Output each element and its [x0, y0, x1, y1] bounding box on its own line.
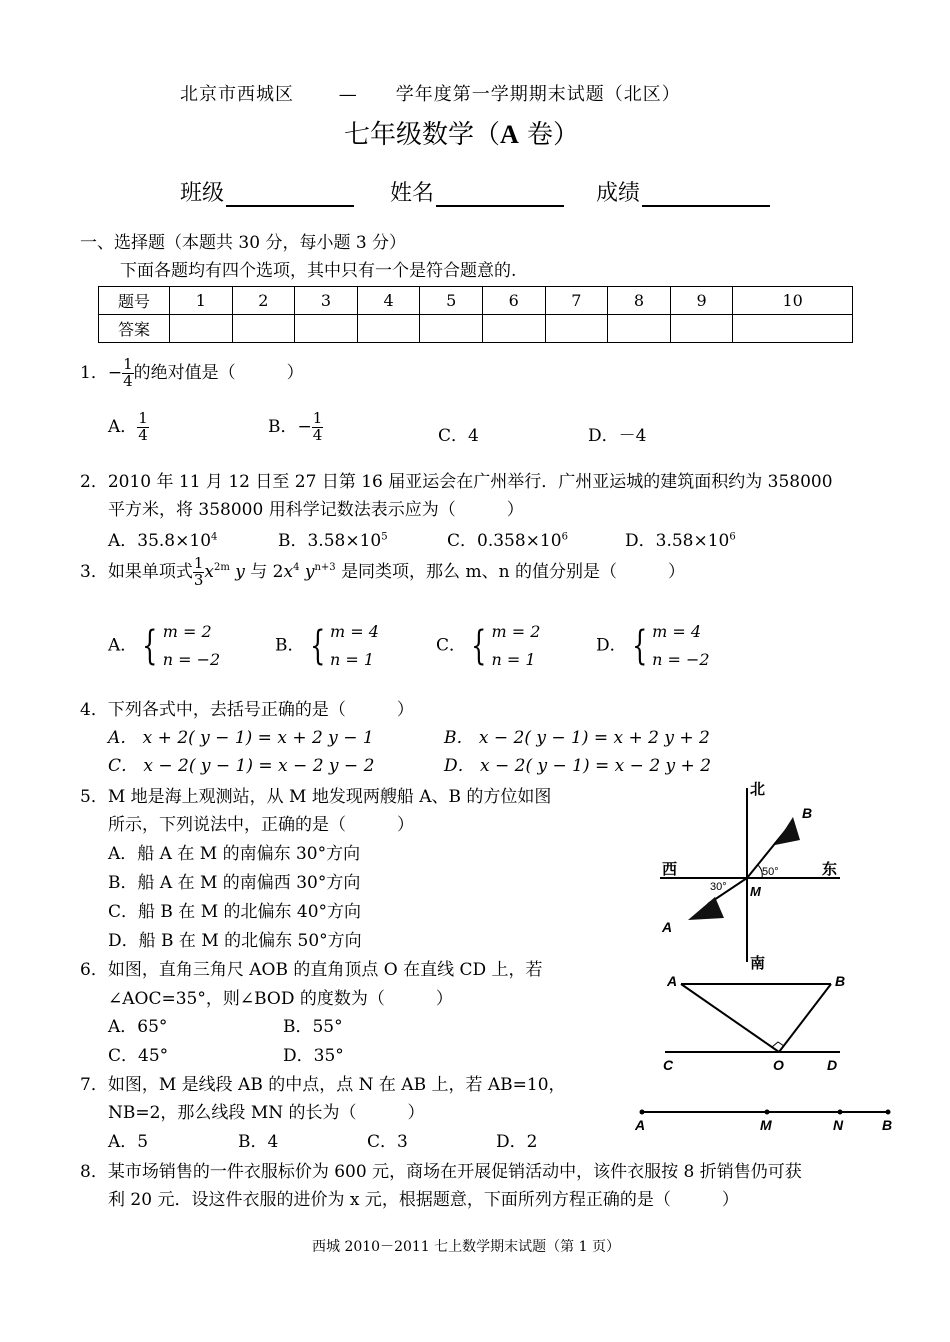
table-number: 9 — [670, 287, 733, 315]
q6-option-c[interactable]: C．45° — [108, 1046, 169, 1066]
score-label: 成绩 — [596, 181, 641, 206]
table-number: 2 — [232, 287, 295, 315]
question-6-line2: ∠AOC=35°，则∠BOD 的度数为（ ） — [108, 989, 453, 1009]
table-number: 8 — [608, 287, 671, 315]
answer-table-header-row — [99, 287, 853, 315]
q1-option-a[interactable]: A． $\frac{1}{4}$ — [108, 409, 148, 444]
answer-cell[interactable] — [670, 315, 733, 343]
table-number: 1 — [170, 287, 233, 315]
q3-option-d[interactable]: D． { m = 4 n = −2 — [596, 622, 710, 669]
question-2: 2．2010 年 11 月 12 日至 27 日第 16 届亚运会在广州举行．广州亚运城的建筑面积约为 358000 — [80, 472, 833, 492]
table-number: 7 — [545, 287, 608, 315]
question-4: 4．下列各式中，去括号正确的是（ ） — [80, 700, 414, 720]
q4-option-b[interactable]: B． x − 2( y − 1) = x + 2 y + 2 — [444, 728, 710, 748]
question-2-line2: 平方米，将 358000 用科学记数法表示应为（ ） — [108, 500, 524, 520]
class-blank[interactable] — [226, 179, 354, 207]
question-5: 5．M 地是海上观测站，从 M 地发现两艘船 A、B 的方位如图 — [80, 787, 552, 807]
q1-option-c[interactable]: C．4 — [438, 426, 479, 446]
seg-a-label: A — [635, 1117, 646, 1133]
question-6: 6．如图，直角三角尺 AOB 的直角顶点 O 在直线 CD 上，若 — [80, 960, 543, 980]
east-label: 东 — [822, 861, 838, 878]
q5-option-d[interactable]: D．船 B 在 M 的北偏东 50°方向 — [108, 931, 362, 951]
point-m-label: M — [750, 884, 761, 899]
question-7: 7．如图，M 是线段 AB 的中点，点 N 在 AB 上，若 AB=10， — [80, 1075, 566, 1095]
q6-option-b[interactable]: B．55° — [283, 1017, 343, 1037]
class-label: 班级 — [180, 181, 225, 206]
answer-cell[interactable] — [170, 315, 233, 343]
q1-option-b[interactable]: B．− $\frac{1}{4}$ — [268, 409, 323, 444]
angle-a-label: 30° — [710, 881, 727, 893]
q6-option-a[interactable]: A．65° — [108, 1017, 168, 1037]
table-label-answer: 答案 — [99, 315, 170, 343]
page-footer: 西城 2010－2011 七上数学期末试题（第 1 页） — [312, 1239, 620, 1255]
answer-table — [98, 286, 853, 343]
south-label: 南 — [750, 955, 766, 970]
table-number: 5 — [420, 287, 483, 315]
q4-option-c[interactable]: C． x − 2( y − 1) = x − 2 y − 2 — [108, 756, 375, 776]
q3-option-c[interactable]: C． { m = 2 n = 1 — [436, 622, 541, 669]
answer-table-answer-row — [99, 315, 853, 343]
segment-figure — [630, 1100, 900, 1136]
q4-option-d[interactable]: D． x − 2( y − 1) = x − 2 y + 2 — [444, 756, 712, 776]
point-a-label: A — [662, 919, 673, 935]
table-number: 10 — [733, 287, 853, 315]
name-blank[interactable] — [436, 179, 564, 207]
answer-cell[interactable] — [545, 315, 608, 343]
q1-option-d[interactable]: D．－4 — [588, 426, 647, 446]
question-3: 3．如果单项式 $\frac{1}{3}$ $x^{2m}$ y 与 $2x^4$ $y^{n+3}$ 是同类项，那么 m、n 的值分别是（ ） — [80, 554, 685, 589]
class-field — [180, 176, 354, 207]
point-b-label: B — [802, 805, 813, 821]
q7-option-c[interactable]: C．3 — [367, 1132, 408, 1152]
q6-option-d[interactable]: D．35° — [283, 1046, 344, 1066]
table-number: 3 — [295, 287, 358, 315]
q2-option-b[interactable]: B．$3.58\times 10^5$ — [278, 531, 388, 551]
table-label-number: 题号 — [99, 287, 170, 315]
q2-option-c[interactable]: C．$0.358\times 10^6$ — [447, 531, 568, 551]
table-number: 6 — [482, 287, 545, 315]
answer-cell[interactable] — [733, 315, 853, 343]
q5-option-b[interactable]: B．船 A 在 M 的南偏西 30°方向 — [108, 873, 361, 893]
q7-option-b[interactable]: B．4 — [238, 1132, 279, 1152]
seg-b-label: B — [882, 1117, 893, 1133]
question-7-line2: NB=2，那么线段 MN 的长为（ ） — [108, 1103, 425, 1123]
q2-option-a[interactable]: A．$35.8\times 10^4$ — [108, 531, 218, 551]
compass-figure — [650, 780, 850, 970]
q4-option-a[interactable]: A． x + 2( y − 1) = x + 2 y − 1 — [108, 728, 374, 748]
question-8: 8．某市场销售的一件衣服标价为 600 元，商场在开展促销活动中，该件衣服按 8 折销售仍可获 — [80, 1162, 802, 1182]
q3-option-a[interactable]: A． { m = 2 n = −2 — [108, 622, 221, 669]
section-instruction: 下面各题均有四个选项，其中只有一个是符合题意的. — [120, 261, 517, 281]
west-label: 西 — [662, 861, 678, 878]
q5-option-c[interactable]: C．船 B 在 M 的北偏东 40°方向 — [108, 902, 362, 922]
q7-option-a[interactable]: A．5 — [108, 1132, 149, 1152]
answer-cell[interactable] — [295, 315, 358, 343]
tri-a-label: A — [667, 973, 678, 989]
answer-cell[interactable] — [357, 315, 420, 343]
triangle-figure — [655, 968, 855, 1078]
answer-cell[interactable] — [482, 315, 545, 343]
tri-b-label: B — [835, 973, 846, 989]
tri-c-label: C — [663, 1057, 674, 1073]
answer-cell[interactable] — [232, 315, 295, 343]
q5-option-a[interactable]: A．船 A 在 M 的南偏东 30°方向 — [108, 844, 361, 864]
answer-cell[interactable] — [608, 315, 671, 343]
subject-title: 七年级数学（A 卷） — [344, 120, 580, 150]
q3-option-b[interactable]: B． { m = 4 n = 1 — [275, 622, 379, 669]
tri-o-label: O — [773, 1057, 784, 1073]
answer-cell[interactable] — [420, 315, 483, 343]
question-5-line2: 所示，下列说法中，正确的是（ ） — [108, 815, 414, 835]
q2-option-d[interactable]: D．$3.58\times 10^6$ — [625, 531, 736, 551]
north-label: 北 — [750, 781, 766, 798]
question-1: 1．− $\frac{1}{4}$ 的绝对值是（ ） — [80, 355, 304, 390]
score-blank[interactable] — [642, 179, 770, 207]
tri-d-label: D — [827, 1057, 838, 1073]
ship-a-icon — [688, 897, 724, 920]
exam-title: 北京市西城区 — 学年度第一学期期末试题（北区） — [180, 84, 681, 105]
seg-m-label: M — [760, 1117, 772, 1133]
section-heading: 一、选择题（本题共 30 分，每小题 3 分） — [80, 233, 407, 253]
score-field — [596, 176, 770, 207]
question-8-line2: 利 20 元．设这件衣服的进价为 x 元，根据题意，下面所列方程正确的是（ ） — [108, 1190, 739, 1210]
seg-n-label: N — [833, 1117, 844, 1133]
q7-option-d[interactable]: D．2 — [496, 1132, 538, 1152]
angle-b-label: 50° — [762, 866, 779, 878]
name-field — [390, 176, 564, 207]
name-label: 姓名 — [390, 181, 435, 206]
ship-b-icon — [775, 817, 800, 845]
table-number: 4 — [357, 287, 420, 315]
